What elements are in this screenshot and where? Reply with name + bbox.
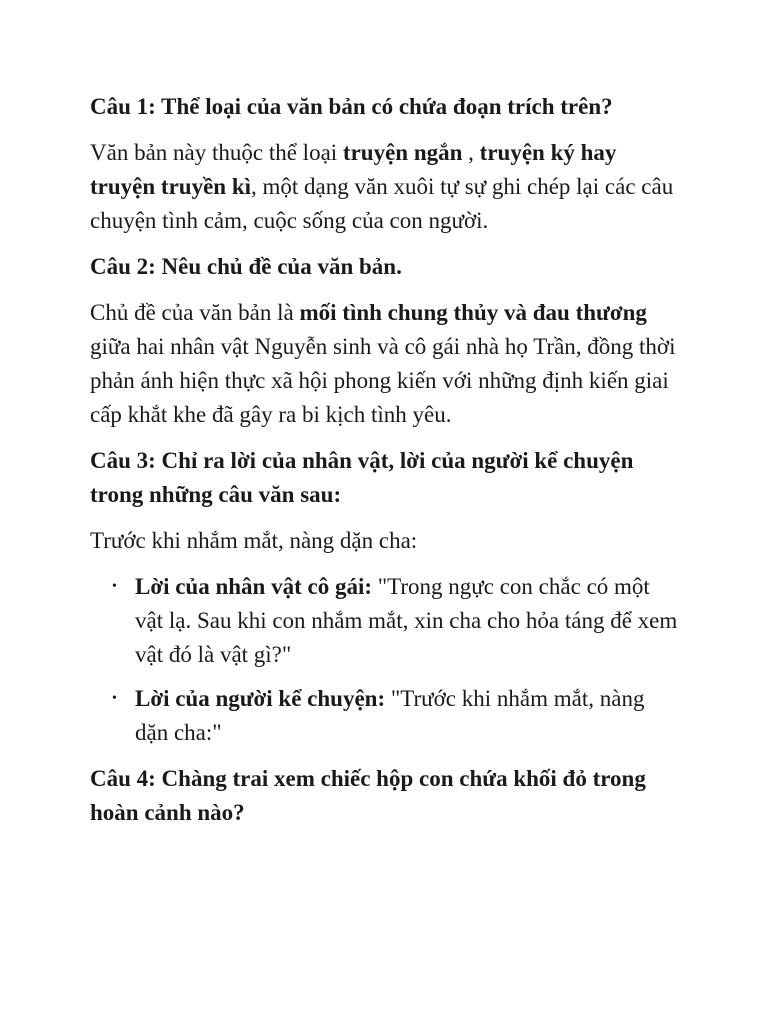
list-item-text: "Trong ngực con chắc có một vật lạ. Sau khi con nhắm mắt, xin cha cho hỏa táng để xem vật đó là vật gì?"	[135, 574, 678, 667]
answer-1-text-end: , một dạng văn xuôi tự sự ghi chép lại các câu chuyện tình cảm, cuộc sống của con người.	[90, 174, 674, 233]
answer-1-bold-genre: truyện ngắn	[342, 140, 463, 165]
list-item-label: Lời của nhân vật cô gái:	[135, 574, 373, 599]
answer-2-text: Chủ đề của văn bản là	[90, 300, 300, 325]
bullet-icon: •	[112, 691, 117, 706]
answer-2-text-end: giữa hai nhân vật Nguyễn sinh và cô gái nhà họ Trần, đồng thời phản ánh hiện thực xã hội phong kiến với những định kiến giai cấp khắt khe đã gây ra bi kịch tình yêu.	[90, 334, 676, 427]
answer-1-text: Văn bản này thuộc thể loại	[90, 140, 343, 165]
list-item	[112, 570, 680, 672]
question-1-heading: Câu 1: Thể loại của văn bản có chứa đoạn trích trên?	[90, 94, 613, 119]
answer-3-list	[90, 570, 680, 750]
question-2-heading: Câu 2: Nêu chủ đề của văn bản.	[90, 254, 402, 279]
bullet-icon: •	[112, 579, 117, 594]
answer-1-bold-genre-2: truyện ký hay truyện truyền kì	[90, 140, 617, 199]
list-item-text: "Trước khi nhắm mắt, nàng dặn cha:"	[135, 686, 645, 745]
answer-3-intro: Trước khi nhắm mắt, nàng dặn cha:	[90, 528, 418, 553]
document-body	[90, 90, 680, 842]
answer-2-bold-theme: mối tình chung thủy và đau thương	[299, 300, 647, 325]
question-3-heading: Câu 3: Chỉ ra lời của nhân vật, lời của người kể chuyện trong những câu văn sau:	[90, 448, 634, 507]
answer-1-separator: ,	[462, 140, 480, 165]
answer-1-paragraph	[90, 136, 680, 238]
list-item-label: Lời của người kể chuyện:	[135, 686, 386, 711]
list-item	[112, 682, 680, 750]
question-4-heading: Câu 4: Chàng trai xem chiếc hộp con chứa khối đỏ trong hoàn cảnh nào?	[90, 766, 646, 825]
answer-2-paragraph	[90, 296, 680, 432]
